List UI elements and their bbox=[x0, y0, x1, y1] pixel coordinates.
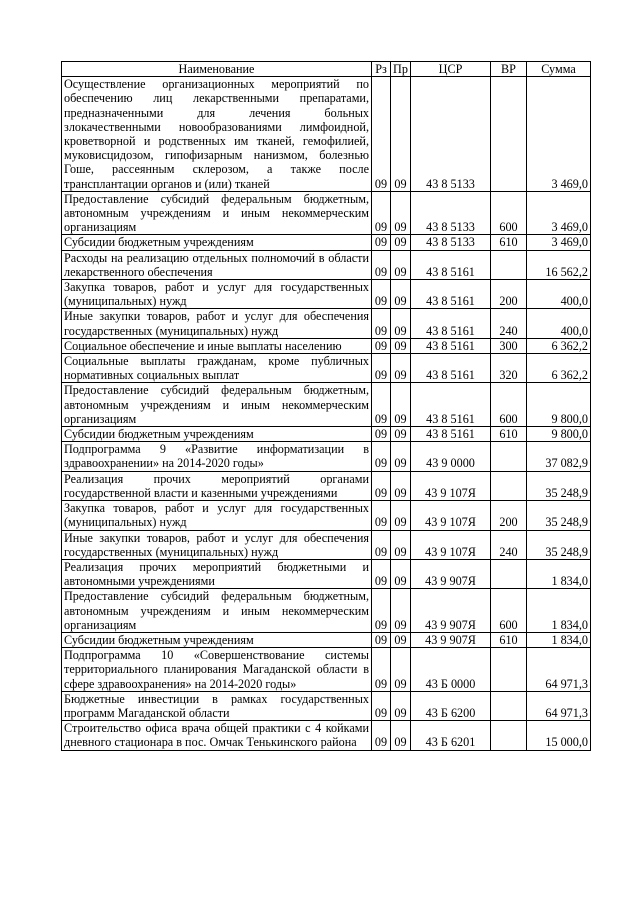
table-row bbox=[62, 354, 591, 383]
row-rz: 09 bbox=[372, 530, 391, 559]
row-sum: 3 469,0 bbox=[527, 191, 591, 235]
row-pr: 09 bbox=[391, 648, 411, 692]
row-pr: 09 bbox=[391, 280, 411, 309]
row-sum: 37 082,9 bbox=[527, 442, 591, 471]
row-vr: 600 bbox=[491, 383, 527, 427]
table-row bbox=[62, 632, 591, 647]
row-csr: 43 8 5133 bbox=[411, 235, 491, 250]
table-row bbox=[62, 77, 591, 192]
header-rz: Рз bbox=[372, 62, 391, 77]
table-row bbox=[62, 721, 591, 750]
row-sum: 35 248,9 bbox=[527, 501, 591, 530]
row-rz: 09 bbox=[372, 632, 391, 647]
row-sum: 9 800,0 bbox=[527, 427, 591, 442]
row-csr: 43 9 907Я bbox=[411, 559, 491, 588]
row-vr: 610 bbox=[491, 235, 527, 250]
row-csr: 43 8 5161 bbox=[411, 427, 491, 442]
row-sum: 35 248,9 bbox=[527, 471, 591, 500]
table-header-row bbox=[62, 62, 591, 77]
row-vr: 600 bbox=[491, 191, 527, 235]
row-pr: 09 bbox=[391, 235, 411, 250]
row-rz: 09 bbox=[372, 501, 391, 530]
row-vr bbox=[491, 250, 527, 279]
row-pr: 09 bbox=[391, 559, 411, 588]
row-pr: 09 bbox=[391, 589, 411, 633]
row-sum: 400,0 bbox=[527, 309, 591, 338]
row-csr: 43 8 5133 bbox=[411, 77, 491, 192]
table-body bbox=[62, 77, 591, 750]
row-name: Подпрограмма 10 «Совершенствование системы территориального планирования Магаданской области в сфере здравоохранения» на 2014-2020 годы» bbox=[62, 648, 372, 692]
row-sum: 3 469,0 bbox=[527, 77, 591, 192]
row-csr: 43 9 107Я bbox=[411, 501, 491, 530]
table-row bbox=[62, 427, 591, 442]
row-rz: 09 bbox=[372, 471, 391, 500]
row-rz: 09 bbox=[372, 191, 391, 235]
header-vr: ВР bbox=[491, 62, 527, 77]
table-row bbox=[62, 530, 591, 559]
row-sum: 15 000,0 bbox=[527, 721, 591, 750]
row-sum: 6 362,2 bbox=[527, 338, 591, 353]
table-row bbox=[62, 442, 591, 471]
row-rz: 09 bbox=[372, 77, 391, 192]
row-sum: 1 834,0 bbox=[527, 632, 591, 647]
table-row bbox=[62, 250, 591, 279]
row-pr: 09 bbox=[391, 338, 411, 353]
row-sum: 64 971,3 bbox=[527, 648, 591, 692]
row-csr: 43 9 107Я bbox=[411, 530, 491, 559]
row-name: Реализация прочих мероприятий бюджетными и автономными учреждениями bbox=[62, 559, 372, 588]
row-pr: 09 bbox=[391, 427, 411, 442]
table-row bbox=[62, 235, 591, 250]
row-csr: 43 9 0000 bbox=[411, 442, 491, 471]
row-vr: 610 bbox=[491, 427, 527, 442]
row-vr: 610 bbox=[491, 632, 527, 647]
row-vr bbox=[491, 559, 527, 588]
table-row bbox=[62, 559, 591, 588]
row-rz: 09 bbox=[372, 648, 391, 692]
row-pr: 09 bbox=[391, 77, 411, 192]
table-row bbox=[62, 280, 591, 309]
row-vr bbox=[491, 721, 527, 750]
table-row bbox=[62, 191, 591, 235]
table-row bbox=[62, 648, 591, 692]
row-vr: 200 bbox=[491, 280, 527, 309]
row-csr: 43 8 5161 bbox=[411, 383, 491, 427]
row-csr: 43 9 907Я bbox=[411, 632, 491, 647]
row-name: Социальные выплаты гражданам, кроме публичных нормативных социальных выплат bbox=[62, 354, 372, 383]
row-csr: 43 8 5161 bbox=[411, 309, 491, 338]
header-pr: Пр bbox=[391, 62, 411, 77]
table-row bbox=[62, 471, 591, 500]
row-vr bbox=[491, 442, 527, 471]
row-rz: 09 bbox=[372, 691, 391, 720]
row-rz: 09 bbox=[372, 721, 391, 750]
row-name: Субсидии бюджетным учреждениям bbox=[62, 235, 372, 250]
row-pr: 09 bbox=[391, 191, 411, 235]
row-rz: 09 bbox=[372, 383, 391, 427]
row-rz: 09 bbox=[372, 442, 391, 471]
row-name: Иные закупки товаров, работ и услуг для обеспечения государственных (муниципальных) нужд bbox=[62, 530, 372, 559]
row-vr: 240 bbox=[491, 309, 527, 338]
table-row bbox=[62, 589, 591, 633]
table-row bbox=[62, 309, 591, 338]
row-name: Строительство офиса врача общей практики с 4 койками дневного стационара в пос. Омчак Тенькинского района bbox=[62, 721, 372, 750]
row-name: Осуществление организационных мероприятий по обеспечению лиц лекарственными препаратами, предназначенными для лечения больных злокачественными новообразованиями лимфоидной, кроветворной и родственных им тканей, гемофилией, муковисцидозом, гипофизарным нанизмом, болезнью Гоше, рассеянным склерозом, а также после трансплантации органов и (или) тканей bbox=[62, 77, 372, 192]
row-csr: 43 Б 6200 bbox=[411, 691, 491, 720]
row-name: Социальное обеспечение и иные выплаты населению bbox=[62, 338, 372, 353]
row-vr: 240 bbox=[491, 530, 527, 559]
row-csr: 43 8 5161 bbox=[411, 280, 491, 309]
row-name: Расходы на реализацию отдельных полномочий в области лекарственного обеспечения bbox=[62, 250, 372, 279]
row-name: Субсидии бюджетным учреждениям bbox=[62, 427, 372, 442]
row-pr: 09 bbox=[391, 309, 411, 338]
row-rz: 09 bbox=[372, 309, 391, 338]
row-csr: 43 8 5133 bbox=[411, 191, 491, 235]
row-name: Предоставление субсидий федеральным бюджетным, автономным учреждениям и иным некоммерческим организациям bbox=[62, 589, 372, 633]
row-rz: 09 bbox=[372, 280, 391, 309]
row-sum: 64 971,3 bbox=[527, 691, 591, 720]
row-sum: 1 834,0 bbox=[527, 559, 591, 588]
row-sum: 3 469,0 bbox=[527, 235, 591, 250]
row-vr bbox=[491, 648, 527, 692]
row-pr: 09 bbox=[391, 721, 411, 750]
row-name: Субсидии бюджетным учреждениям bbox=[62, 632, 372, 647]
row-csr: 43 8 5161 bbox=[411, 338, 491, 353]
row-name: Иные закупки товаров, работ и услуг для обеспечения государственных (муниципальных) нужд bbox=[62, 309, 372, 338]
row-sum: 9 800,0 bbox=[527, 383, 591, 427]
row-name: Закупка товаров, работ и услуг для государственных (муниципальных) нужд bbox=[62, 501, 372, 530]
row-rz: 09 bbox=[372, 354, 391, 383]
row-name: Реализация прочих мероприятий органами государственной власти и казенными учреждениями bbox=[62, 471, 372, 500]
header-sum: Сумма bbox=[527, 62, 591, 77]
row-name: Закупка товаров, работ и услуг для государственных (муниципальных) нужд bbox=[62, 280, 372, 309]
table-row bbox=[62, 501, 591, 530]
row-sum: 16 562,2 bbox=[527, 250, 591, 279]
table-row bbox=[62, 383, 591, 427]
row-sum: 1 834,0 bbox=[527, 589, 591, 633]
row-rz: 09 bbox=[372, 338, 391, 353]
row-vr: 320 bbox=[491, 354, 527, 383]
row-name: Бюджетные инвестиции в рамках государственных программ Магаданской области bbox=[62, 691, 372, 720]
row-rz: 09 bbox=[372, 589, 391, 633]
row-pr: 09 bbox=[391, 691, 411, 720]
row-name: Предоставление субсидий федеральным бюджетным, автономным учреждениям и иным некоммерческим организациям bbox=[62, 191, 372, 235]
row-vr: 200 bbox=[491, 501, 527, 530]
table-row bbox=[62, 338, 591, 353]
row-name: Предоставление субсидий федеральным бюджетным, автономным учреждениям и иным некоммерческим организациям bbox=[62, 383, 372, 427]
row-rz: 09 bbox=[372, 427, 391, 442]
row-csr: 43 Б 6201 bbox=[411, 721, 491, 750]
row-vr bbox=[491, 77, 527, 192]
table-row bbox=[62, 691, 591, 720]
row-rz: 09 bbox=[372, 559, 391, 588]
row-vr bbox=[491, 471, 527, 500]
budget-table bbox=[61, 61, 591, 751]
row-name: Подпрограмма 9 «Развитие информатизации в здравоохранении» на 2014-2020 годы» bbox=[62, 442, 372, 471]
row-pr: 09 bbox=[391, 501, 411, 530]
header-csr: ЦСР bbox=[411, 62, 491, 77]
row-pr: 09 bbox=[391, 632, 411, 647]
row-pr: 09 bbox=[391, 250, 411, 279]
header-name: Наименование bbox=[62, 62, 372, 77]
row-csr: 43 8 5161 bbox=[411, 354, 491, 383]
row-csr: 43 Б 0000 bbox=[411, 648, 491, 692]
row-vr bbox=[491, 691, 527, 720]
row-pr: 09 bbox=[391, 442, 411, 471]
row-vr: 300 bbox=[491, 338, 527, 353]
row-sum: 6 362,2 bbox=[527, 354, 591, 383]
row-pr: 09 bbox=[391, 383, 411, 427]
row-pr: 09 bbox=[391, 354, 411, 383]
row-csr: 43 9 907Я bbox=[411, 589, 491, 633]
row-csr: 43 9 107Я bbox=[411, 471, 491, 500]
row-pr: 09 bbox=[391, 530, 411, 559]
row-sum: 400,0 bbox=[527, 280, 591, 309]
row-csr: 43 8 5161 bbox=[411, 250, 491, 279]
row-sum: 35 248,9 bbox=[527, 530, 591, 559]
row-pr: 09 bbox=[391, 471, 411, 500]
row-vr: 600 bbox=[491, 589, 527, 633]
row-rz: 09 bbox=[372, 250, 391, 279]
row-rz: 09 bbox=[372, 235, 391, 250]
